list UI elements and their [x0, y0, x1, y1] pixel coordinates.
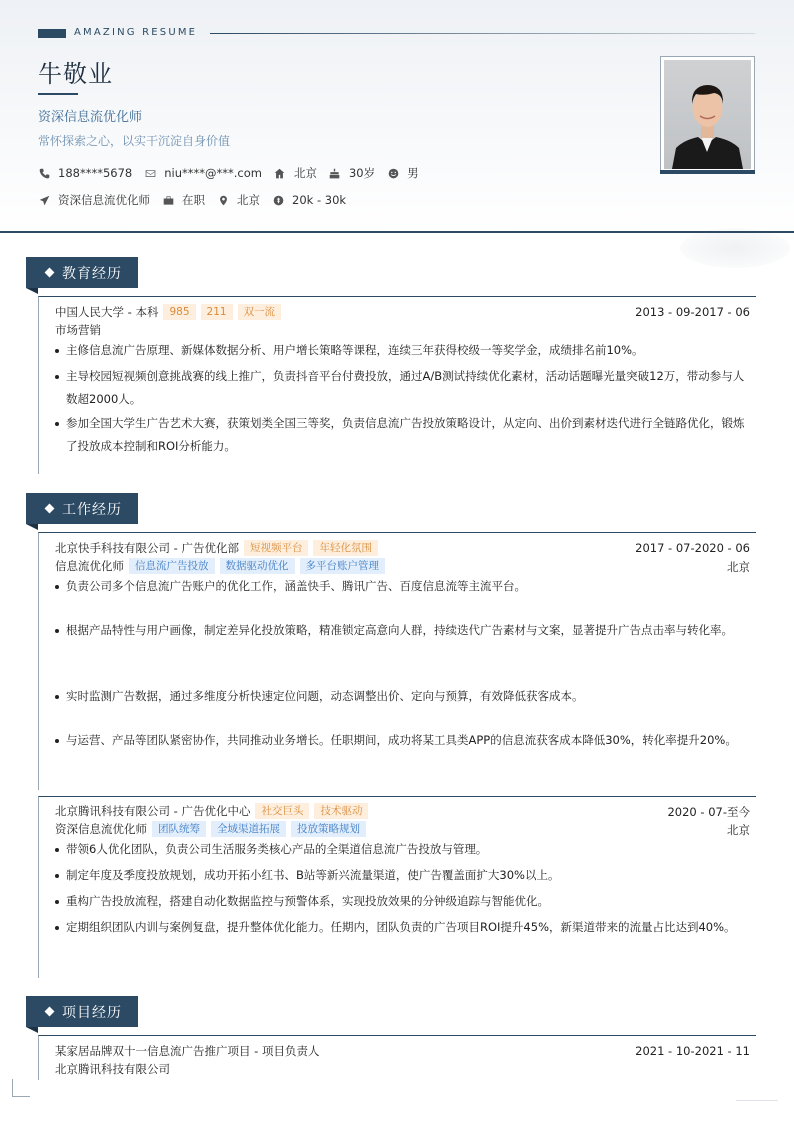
role-tag: 信息流广告投放 [129, 558, 215, 574]
city-value: 北京 [293, 166, 317, 180]
work-bullet: 制定年度及季度投放规划，成功开拓小红书、B站等新兴流量渠道，使广告覆盖面扩大30%以上。 [55, 864, 755, 887]
work-date: 2020 - 07-至今 [667, 805, 750, 819]
page-footer-line [736, 1100, 778, 1101]
tag-accent-bar [38, 29, 66, 38]
work-bullet: 实时监测广告数据，通过多维度分析快速定位问题，动态调整出价、定向与预算，有效降低获客成本。 [55, 685, 755, 708]
company-tag: 年轻化氛围 [313, 540, 378, 556]
target-city-value: 北京 [237, 193, 260, 207]
candidate-title: 资深信息流优化师 [38, 110, 143, 125]
gender-value: 男 [407, 166, 419, 180]
target-city-item [217, 192, 260, 208]
project-date: 2021 - 10-2021 - 11 [635, 1044, 750, 1058]
section-fold [26, 524, 38, 530]
page-corner-mark [12, 1079, 30, 1097]
role-tag: 多平台账户管理 [300, 558, 386, 574]
section-title-education [26, 257, 138, 288]
section-title-text: 项目经历 [62, 1004, 122, 1021]
send-icon [38, 194, 50, 206]
target-job-item [38, 192, 150, 208]
education-bullet: 主导校园短视频创意挑战赛的线上推广，负责抖音平台付费投放，通过A/B测试持续优化素材，活动话题曝光量突破12万，带动参与人数超2000人。 [55, 365, 755, 411]
section-title-text: 工作经历 [62, 501, 122, 518]
photo-accent [660, 170, 755, 174]
city-item [274, 165, 317, 181]
candidate-motto: 常怀探索之心，以实干沉淀自身价值 [38, 134, 231, 148]
work-company-line [55, 803, 368, 819]
company-tag: 技术驱动 [314, 803, 368, 819]
section-fold [26, 288, 38, 294]
section-title-text: 教育经历 [62, 265, 122, 282]
work-bullet: 重构广告投放流程，搭建自动化数据监控与预警体系，实现投放效果的分钟级追踪与智能优化。 [55, 890, 755, 913]
work-bullet: 与运营、产品等团队紧密协作，共同推动业务增长。任职期间，成功将某工具类APP的信息流获客成本降低30%，转化率提升20%。 [55, 729, 755, 752]
school-tag: 985 [163, 304, 195, 320]
work-location: 北京 [727, 823, 750, 837]
work-role-line [55, 821, 366, 837]
work-company-line [55, 540, 378, 556]
header-divider [0, 231, 794, 233]
role-tag: 团队统筹 [152, 821, 206, 837]
school-name: 中国人民大学 - 本科 [55, 305, 159, 319]
section-title-project [26, 996, 138, 1027]
section-fold [26, 1027, 38, 1033]
phone-value: 188****5678 [58, 166, 133, 180]
role-name: 资深信息流优化师 [55, 822, 147, 836]
education-bullet: 参加全国大学生广告艺术大赛，获策划类全国三等奖，负责信息流广告投放策略设计，从定向、出价到素材迭代进行全链路优化，锻炼了投放成本控制和ROI分析能力。 [55, 412, 755, 458]
contact-row [38, 165, 431, 181]
email-item [144, 166, 262, 180]
salary-item [272, 193, 346, 207]
header-shadow [680, 228, 790, 268]
education-date: 2013 - 09-2017 - 06 [635, 305, 750, 319]
work-bullet: 定期组织团队内训与案例复盘，提升整体优化能力。任期内，团队负责的广告项目ROI提升45%，新渠道带来的流量占比达到40%。 [55, 916, 755, 939]
cake-icon [329, 167, 341, 179]
smile-icon [387, 167, 399, 179]
salary-value: 20k - 30k [292, 193, 347, 207]
resume-tagline: AMAZING RESUME [74, 27, 198, 38]
money-icon [272, 194, 284, 206]
education-major: 市场营销 [55, 323, 101, 337]
age-item [329, 165, 375, 181]
diamond-icon [45, 268, 55, 278]
work-location: 北京 [727, 560, 750, 574]
location-pin-icon [217, 194, 229, 206]
role-tag: 数据驱动优化 [220, 558, 295, 574]
diamond-icon [45, 1007, 55, 1017]
profile-photo [660, 56, 755, 173]
tag-divider [210, 33, 755, 34]
briefcase-icon [162, 194, 174, 206]
role-tag: 投放策略规划 [291, 821, 366, 837]
company-name: 北京腾讯科技有限公司 - 广告优化中心 [55, 804, 251, 818]
candidate-name: 牛敬业 [38, 60, 113, 88]
work-bullet: 带领6人优化团队，负责公司生活服务类核心产品的全渠道信息流广告投放与管理。 [55, 838, 755, 861]
work-bullet: 根据产品特性与用户画像，制定差异化投放策略，精准锁定高意向人群，持续迭代广告素材与文案，显著提升广告点击率与转化率。 [55, 619, 755, 642]
company-tag: 社交巨头 [255, 803, 309, 819]
school-tag: 211 [201, 304, 233, 320]
status-item [162, 192, 205, 208]
work-role-line [55, 558, 385, 574]
role-tag: 全域渠道拓展 [211, 821, 286, 837]
section-title-work [26, 493, 138, 524]
diamond-icon [45, 504, 55, 514]
project-name: 某家居品牌双十一信息流广告推广项目 - 项目负责人 [55, 1044, 320, 1058]
home-icon [274, 167, 286, 179]
name-underline [38, 93, 78, 95]
avatar [664, 60, 751, 169]
status-value: 在职 [182, 193, 205, 207]
work-bullet: 负责公司多个信息流广告账户的优化工作，涵盖快手、腾讯广告、百度信息流等主流平台。 [55, 575, 755, 598]
phone-icon [38, 167, 50, 179]
education-bullet: 主修信息流广告原理、新媒体数据分析、用户增长策略等课程，连续三年获得校级一等奖学金，成绩排名前10%。 [55, 339, 755, 362]
email-value: niu****@***.com [164, 166, 262, 180]
company-tag: 短视频平台 [244, 540, 309, 556]
age-value: 30岁 [348, 166, 376, 180]
work-date: 2017 - 07-2020 - 06 [635, 541, 750, 555]
phone-item [38, 166, 132, 180]
role-name: 信息流优化师 [55, 559, 124, 573]
target-job-value: 资深信息流优化师 [58, 193, 150, 207]
intent-row [38, 192, 358, 208]
mail-icon [144, 167, 156, 179]
school-tag: 双一流 [238, 304, 282, 320]
gender-item [387, 165, 419, 181]
education-school-line [55, 304, 281, 320]
project-company: 北京腾讯科技有限公司 [55, 1062, 170, 1076]
company-name: 北京快手科技有限公司 - 广告优化部 [55, 541, 239, 555]
